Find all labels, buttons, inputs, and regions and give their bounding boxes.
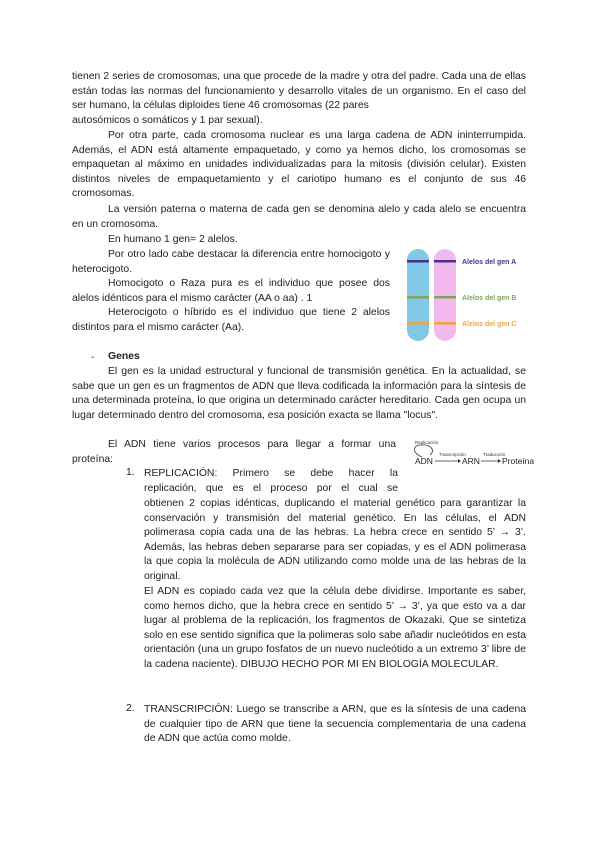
list-item-1-line-1: REPLICACIÓN: Primero se debe hacer la	[144, 468, 398, 479]
paragraph-humano: En humano 1 gen= 2 alelos.	[108, 234, 238, 245]
label-gen-a: Alelos del gen A	[462, 259, 517, 266]
paragraph-alelo: La versión paterna o materna de cada gen se denomina alelo y cada alelo se encuentra en un cromosoma.	[72, 204, 526, 230]
list-item-1-text-2: El ADN es copiado cada vez que la célula debe dividirse. Importante es saber, como hemos dicho, que la hebra crece en sentido 5’ → 3’, ya que esto va a dar lugar al problema de la replicación, los fragmentos de Okazaki. Que se sintetiza solo en ese sentido significa que la polimeras solo sabe añadir nucleótidos en esta orientación (una un grupo fosfatos de un nuevo nucleótido a un extremo 3’ libre de la cadena naciente). DIBUJO HECHO POR MI EN BIOLOGÍA MOLECULAR.	[144, 586, 526, 670]
paragraph-diferencia: Por otro lado cabe destacar la diferencia entre homocigoto y heterocigoto.	[72, 249, 390, 275]
loop-label: Replicación	[415, 440, 439, 445]
arrow-2-head	[498, 459, 501, 463]
chromosome-right	[434, 249, 456, 341]
paragraph-homocigoto: Homocigoto o Raza pura es el individuo que posee dos alelos idénticos para el mismo carácter (AA o aa) . 1	[72, 278, 390, 304]
list-item-2-text: TRANSCRIPCIÓN: Luego se transcribe a ARN, que es la síntesis de una cadena de cualquier tipo de ARN que tiene la secuencia complementaria de una cadena de ADN que actúa como molde.	[144, 704, 526, 745]
paragraph-cromosoma: Por otra parte, cada cromosoma nuclear es una larga cadena de ADN ininterrumpida. Además, el ADN está altamente empaquetado, y como ya hemos dicho, los cromosomas se empaquetan al máximo en unidades individualizadas para la mitosis (división celular). Existen distintos niveles de empaquetamiento y el cariotipo humano es el conjunto de sus 46 cromosomas.	[72, 130, 526, 200]
node-proteina: Proteína	[502, 456, 535, 466]
gene-a-band-left	[407, 260, 429, 263]
arrow-1-label: Transcripción	[439, 452, 466, 457]
list-item-1-line-2: replicación, que es el proceso por el cual se	[144, 483, 398, 494]
paragraph-genes-definicion: El gen es la unidad estructural y funcional de transmisión genética. En la actualidad, se sabe que un gen es un fragmentos de ADN que lleva codificada la información para la síntesis de una determinada proteína, lo que origina un determinado carácter hereditario. Cada gen ocupa un lugar determinado dentro del cromosoma, esa posición exacta se llama "locus".	[72, 366, 526, 421]
gene-a-band-right	[434, 260, 456, 263]
node-arn: ARN	[462, 456, 480, 466]
arrow-1-head	[458, 459, 461, 463]
gene-b-band-left	[407, 296, 429, 299]
label-gen-c: Alelos del gen C	[462, 321, 517, 328]
list-item-1-number: 1.	[126, 467, 135, 478]
paragraph-heterocigoto: Heterocigoto o híbrido es el individuo que tiene 2 alelos distintos para el mismo carácter (Aa).	[72, 307, 390, 333]
arrow-2-label: Traducción	[483, 452, 506, 457]
node-adn: ADN	[415, 456, 433, 466]
paragraph-procesos: El ADN tiene varios procesos para llegar a formar una proteína:	[72, 439, 396, 465]
gene-c-band-right	[434, 322, 456, 325]
paragraph-intro-last-line: autosómicos o somáticos y 1 par sexual).	[72, 115, 263, 126]
chromosome-alleles-figure	[400, 247, 540, 343]
gene-c-band-left	[407, 322, 429, 325]
genes-heading: Genes	[108, 351, 140, 362]
label-gen-b: Alelos del gen B	[462, 295, 517, 302]
central-dogma-diagram	[408, 440, 538, 472]
paragraph-intro: tienen 2 series de cromosomas, una que procede de la madre y otra del padre. Cada una de ellas están todas las normas del funcionamiento y desarrollo vitales de un organismo. En el caso del ser humano, la células diploides tiene 46 cromosomas (22 pares	[72, 71, 526, 112]
genes-bullet: -	[91, 352, 95, 363]
chromosome-left	[407, 249, 429, 341]
gene-b-band-right	[434, 296, 456, 299]
list-item-2-number: 2.	[126, 703, 135, 714]
list-item-1-text: obtienen 2 copias idénticas, duplicando el material genético para garantizar la conservación y transmisión del material genético. En las células, el ADN polimerasa copia cada una de las hebras. La hebra crece en sentido 5’ → 3’. Además, las hebras deben separarse para ser copiadas, y es el ADN polimerasa la que copia la molécula de ADN utilizando como molde una de las hebras de la original.	[144, 498, 526, 582]
